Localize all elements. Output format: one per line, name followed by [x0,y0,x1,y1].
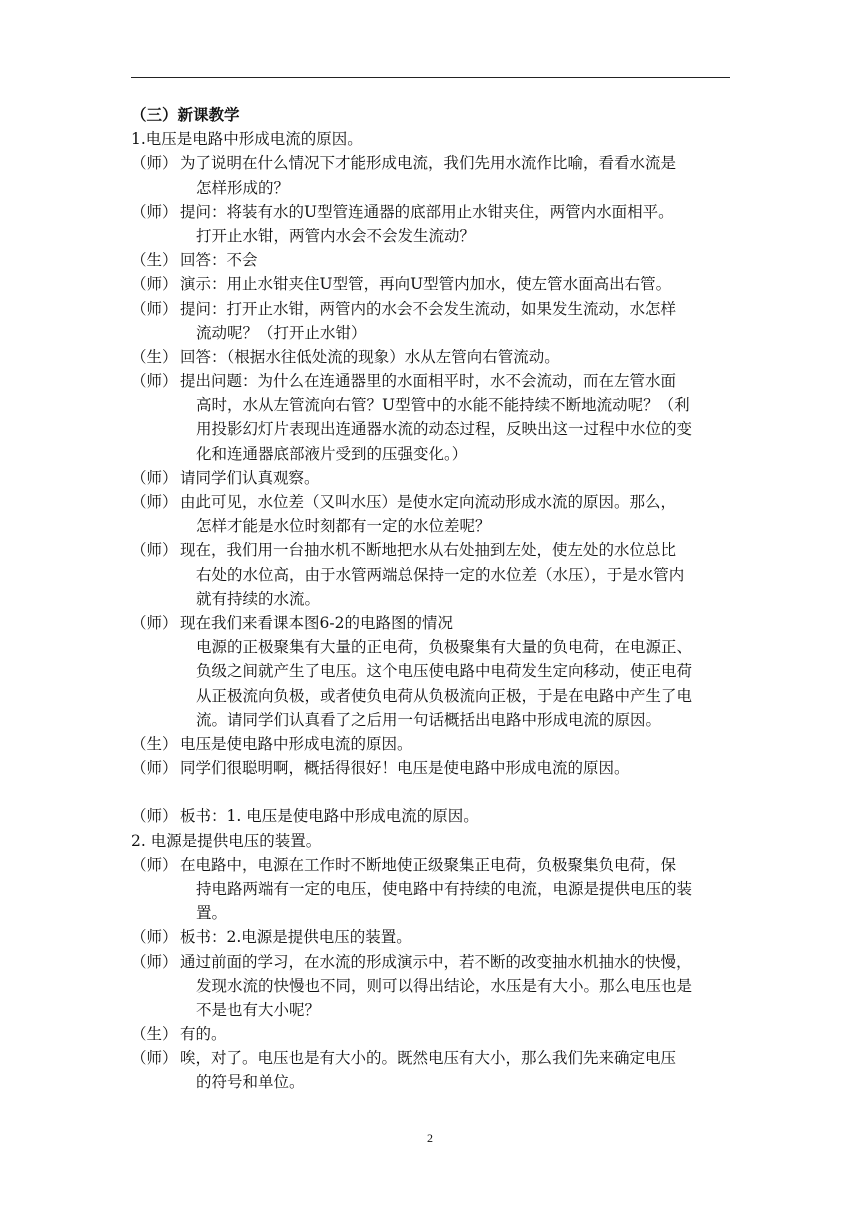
dialogue-entry [131,200,731,248]
speech-text [180,369,731,466]
dialogue-entry [131,248,731,272]
speech-text [180,853,731,926]
speech-line: 打开止水钳，两管内水会不会发生流动？ [196,226,476,245]
speech-line: 提出问题：为什么在连通器里的水面相平时，水不会流动，而在左管水面 [180,372,677,391]
speech-text [180,756,731,780]
speech-text [180,272,731,296]
speech-text [180,732,731,756]
speech-text [180,151,731,199]
speech-line: 右处的水位高，由于水管两端总保持一定的水位差（水压），于是水管内 [196,565,685,584]
speech-line: 通过前面的学习，在水流的形成演示中，若不断的改变抽水机抽水的快慢， [180,952,692,971]
speech-text [180,611,731,732]
speech-text [180,925,731,949]
speech-line: 用投影幻灯片表现出连通器水流的动态过程，反映出这一过程中水位的变 [196,420,693,439]
speech-line: 请同学们认真观察。 [180,468,320,487]
board-note-1 [131,804,731,828]
speech-line: 电压是使电路中形成电流的原因。 [180,734,413,753]
speech-line: 提问：将装有水的U型管连通器的底部用止水钳夹住，两管内水面相平。 [180,202,674,221]
board-note-text: 板书：1. 电压是使电路中形成电流的原因。 [180,807,479,826]
speech-line: 电源的正极聚集有大量的正电荷，负极聚集有大量的负电荷，在电源正、 [196,638,693,657]
speech-text [180,200,731,248]
dialogue-entry [131,925,731,949]
dialogue-entry [131,369,731,466]
speech-line: 回答：不会 [180,251,258,270]
dialogue-entry [131,538,731,611]
page-content [131,103,731,1095]
speaker-label: （生） [131,734,178,753]
speech-text [180,248,731,272]
dialogue-entry [131,756,731,780]
speech-line: 就有持续的水流。 [196,589,321,608]
speech-text [180,345,731,369]
speech-line: 同学们很聪明啊，概括得很好！电压是使电路中形成电流的原因。 [180,759,630,778]
speech-line: 持电路两端有一定的电压，使电路中有持续的电流，电源是提供电压的装 [196,879,693,898]
speech-line: 置。 [196,904,228,923]
dialogue-block-2 [131,853,731,1095]
dialogue-entry [131,1022,731,1046]
speech-text [180,538,731,611]
speaker-label: （生） [131,347,178,366]
speaker-label: （师） [131,952,178,971]
header-rule [131,77,730,78]
speaker-label: （师） [131,468,178,487]
speech-line: 化和连通器底部液片受到的压强变化。） [196,444,468,463]
speaker-label: （师） [131,759,178,778]
speech-line: 现在，我们用一台抽水机不断地把水从右处抽到左处，使左处的水位总比 [180,541,677,560]
point-2-heading: 2. 电源是提供电压的装置。 [131,831,322,850]
speech-line: 唉，对了。电压也是有大小的。既然电压有大小，那么我们先来确定电压 [180,1049,677,1068]
speaker-label: （师） [131,807,178,826]
speaker-label: （师） [131,372,178,391]
dialogue-entry [131,1046,731,1094]
speaker-label: （师） [131,299,178,318]
speech-line: 由此可见，水位差（又叫水压）是使水定向流动形成水流的原因。那么， [180,493,677,512]
speech-text [180,297,731,345]
speech-line: 的符号和单位。 [196,1073,305,1092]
dialogue-entry [131,853,731,926]
dialogue-entry [131,466,731,490]
dialogue-entry [131,297,731,345]
speaker-label: （师） [131,541,178,560]
speech-line: 流动呢？（打开止水钳） [196,323,367,342]
dialogue-entry [131,345,731,369]
speaker-label: （师） [131,614,178,632]
speech-line: 负级之间就产生了电压。这个电压使电路中电荷发生定向移动，使正电荷 [196,662,693,681]
speaker-label: （生） [131,251,178,270]
speaker-label: （师） [131,154,178,173]
speech-text [180,1022,731,1046]
speech-line: 从正极流向负极，或者使负电荷从负极流向正极，于是在电路中产生了电 [196,686,693,705]
speech-text [180,950,731,1023]
point-1-heading: 1.电压是电路中形成电流的原因。 [131,130,363,149]
speaker-label: （师） [131,1049,178,1068]
speech-line: 不是也有大小呢？ [196,1000,321,1019]
speech-line: 怎样形成的？ [196,178,290,197]
speech-text [180,490,731,538]
speech-line: 高时，水从左管流向右管？U型管中的水能不能持续不断地流动呢？（利 [196,396,690,415]
speech-line: 提问：打开止水钳，两管内的水会不会发生流动，如果发生流动，水怎样 [180,299,677,318]
speaker-label: （师） [131,275,178,294]
speech-line: 怎样才能是水位时刻都有一定的水位差呢？ [196,517,491,536]
dialogue-entry [131,151,731,199]
speech-text [180,1046,731,1094]
speech-text [180,466,731,490]
dialogue-entry [131,490,731,538]
speech-line: 有的。 [180,1025,227,1044]
speaker-label: （师） [131,928,178,947]
speech-line: 流。请同学们认真看了之后用一句话概括出电路中形成电流的原因。 [196,710,662,729]
speaker-label: （师） [131,202,178,221]
dialogue-entry [131,611,731,732]
paragraph-gap [131,780,731,804]
speaker-label: （生） [131,1025,178,1044]
page-number: 2 [427,1131,433,1145]
speaker-label: （师） [131,493,178,512]
dialogue-entry [131,732,731,756]
speech-line: 现在我们来看课本图6-2的电路图的情况 [180,614,453,632]
speech-line: 在电路中，电源在工作时不断地使正级聚集正电荷，负极聚集负电荷，保 [180,855,677,874]
speech-line: 发现水流的快慢也不同，则可以得出结论，水压是有大小。那么电压也是 [196,976,693,995]
dialogue-block-1 [131,151,731,780]
speech-line: 板书：2.电源是提供电压的装置。 [180,928,412,947]
speech-line: 回答：（根据水往低处流的现象）水从左管向右管流动。 [180,347,560,366]
speech-line: 演示：用止水钳夹住U型管，再向U型管内加水，使左管水面高出右管。 [180,275,672,294]
section-title: （三）新课教学 [131,106,240,124]
dialogue-entry [131,272,731,296]
speaker-label: （师） [131,855,178,874]
dialogue-entry [131,950,731,1023]
speech-line: 为了说明在什么情况下才能形成电流，我们先用水流作比喻，看看水流是 [180,154,677,173]
